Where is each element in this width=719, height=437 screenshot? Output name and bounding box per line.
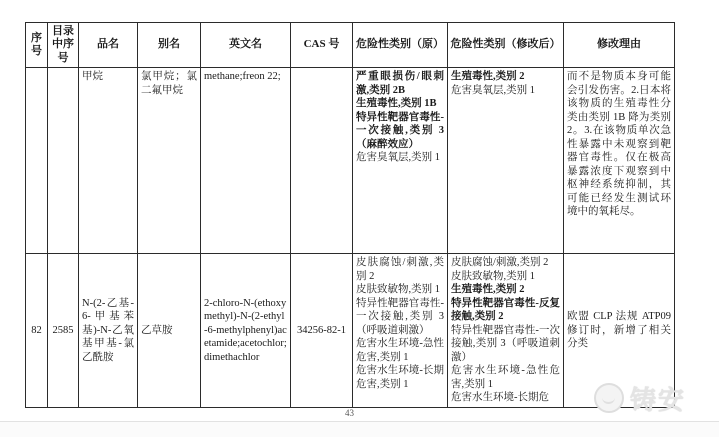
hazard-entry: 皮肤腐蚀/刺激,类别 2 xyxy=(451,257,549,268)
watermark xyxy=(594,381,686,415)
cell-catalog-no xyxy=(48,68,79,254)
col-header-cas-no: CAS 号 xyxy=(291,23,353,68)
hazard-entry: 生殖毒性,类别 1B xyxy=(356,98,437,109)
cell-product-name: N-(2-乙基-6-甲基苯基)-N-乙氧基甲基-氯乙酰胺 xyxy=(79,254,138,408)
col-header-alias: 别名 xyxy=(138,23,201,68)
cell-alias: 氯甲烷；氯二氟甲烷 xyxy=(138,68,201,254)
hazard-entry: 危害水生环境-长期危 xyxy=(451,392,549,403)
cell-seq xyxy=(26,68,48,254)
col-header-product-name: 品名 xyxy=(79,23,138,68)
watermark-text: 铸安 xyxy=(630,384,687,415)
hazard-entry: 危害水生环境-急性危害,类别 1 xyxy=(451,365,560,390)
cell-hazard-original xyxy=(353,68,448,254)
cell-hazard-modified xyxy=(448,254,564,408)
cell-cas-no xyxy=(291,68,353,254)
hazard-entry: 皮肤腐蚀/刺激,类别 2 xyxy=(356,257,444,282)
table-row xyxy=(26,254,675,408)
table-header-row xyxy=(26,23,675,68)
hazard-entry: 特异性靶器官毒性-一次接触,类别 3（呼吸道刺激） xyxy=(451,324,560,363)
cell-english-name: 2-chloro-N-(ethoxymethyl)-N-(2-ethyl-6-methylphenyl)acetamide;acetochlor;dimethachlor xyxy=(201,254,291,408)
hazard-entry: 特异性靶器官毒性-一次接触,类别 3（呼吸道刺激） xyxy=(356,297,444,336)
cell-cas-no: 34256-82-1 xyxy=(291,254,353,408)
hazard-entry: 特异性靶器官毒性-反复接触,类别 2 xyxy=(451,297,560,322)
hazard-entry: 危害水生环境-急性危害,类别 1 xyxy=(356,338,444,363)
hazard-entry: 危害臭氧层,类别 1 xyxy=(451,84,535,96)
hazard-entry: 危害水生环境-长期危害,类别 1 xyxy=(356,365,444,390)
hazard-classification-table xyxy=(25,22,675,408)
hazard-entry: 生殖毒性,类别 2 xyxy=(451,284,525,295)
page-below-area xyxy=(0,422,719,437)
col-header-seq: 序号 xyxy=(26,23,48,68)
watermark-logo-icon xyxy=(594,383,624,413)
cell-seq: 82 xyxy=(26,254,48,408)
page-number: 43 xyxy=(345,408,354,418)
cell-reason: 而不是物质本身可能会引发伤害。2.日本将该物质的生殖毒性分类由类别 1B 降为类别 2。3.在该物质单次急性暴露中未观察到靶器官毒性。仅在极高暴露浓度下观察到中枢神经系统抑制，其可能已经发生测试环境中的氧耗尽。 xyxy=(564,68,675,254)
cell-reason: 欧盟 CLP 法规 ATP09 修订时，新增了相关分类 xyxy=(564,254,675,408)
col-header-hazard-original: 危险性类别（原） xyxy=(353,23,448,68)
col-header-english-name: 英文名 xyxy=(201,23,291,68)
col-header-reason: 修改理由 xyxy=(564,23,675,68)
hazard-entry: 危害臭氧层,类别 1 xyxy=(356,152,440,163)
table-row xyxy=(26,68,675,254)
cell-hazard-original xyxy=(353,254,448,408)
cell-alias: 乙草胺 xyxy=(138,254,201,408)
cell-hazard-modified xyxy=(448,68,564,254)
hazard-entry: 皮肤致敏物,类别 1 xyxy=(356,284,440,295)
cell-english-name: methane;freon 22; xyxy=(201,68,291,254)
hazard-entry: 严重眼损伤/眼刺激,类别 2B xyxy=(356,71,444,96)
hazard-entry: 生殖毒性,类别 2 xyxy=(451,71,525,82)
hazard-entry: 特异性靶器官毒性-一次接触,类别 3（麻醉效应） xyxy=(356,111,444,150)
col-header-catalog-no: 目录中序号 xyxy=(48,23,79,68)
cell-product-name: 甲烷 xyxy=(79,68,138,254)
cell-catalog-no: 2585 xyxy=(48,254,79,408)
col-header-hazard-modified: 危险性类别（修改后） xyxy=(448,23,564,68)
hazard-entry: 皮肤致敏物,类别 1 xyxy=(451,270,535,282)
